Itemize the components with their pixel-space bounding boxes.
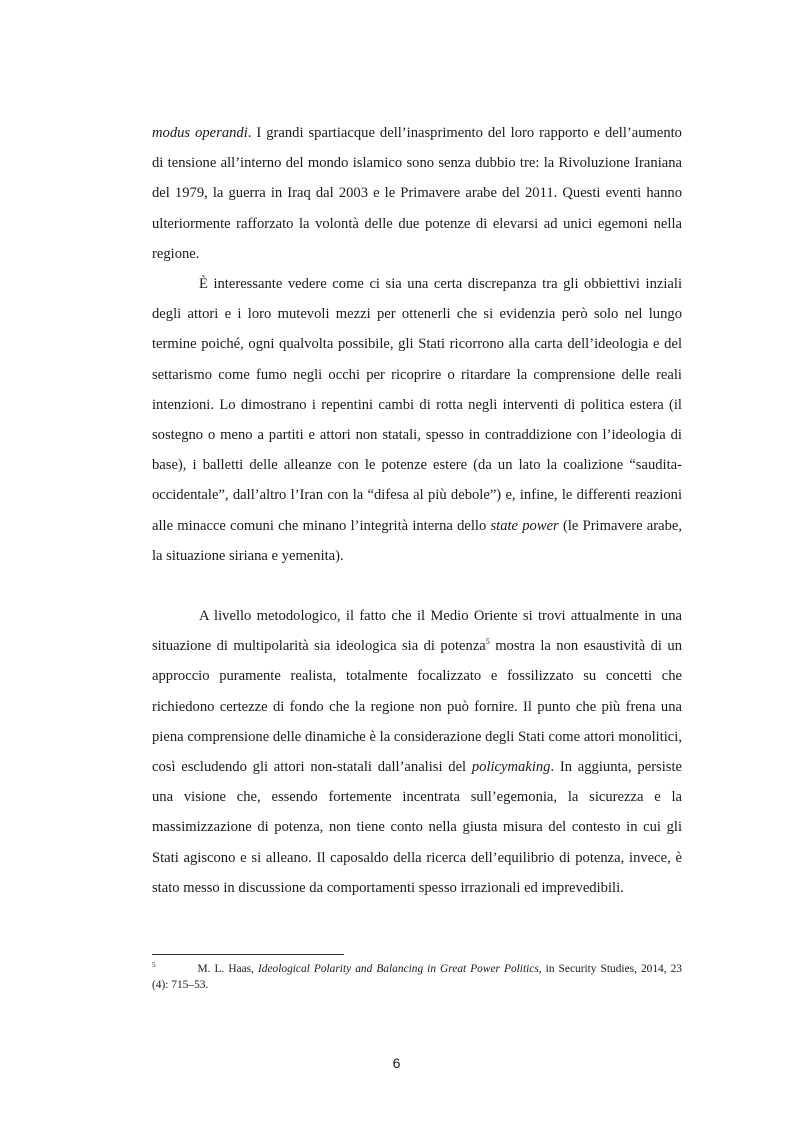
footnote [152, 961, 682, 993]
paragraph-3-text-mid: mostra la non esaustività di un approccio puramente realista, totalmente focalizzato e fossilizzato su concetti che richiedono certezze di fondo che la regione non può fornire. Il punto che più frena una piena comprensione delle dinamiche è la considerazione degli Stati come attori monolitici, così escludendo gli attori non-statali dall’analisi del [152, 638, 682, 776]
footnote-author: M. L. Haas, [197, 963, 258, 975]
footnote-title: Ideological Polarity and Balancing in Great Power Politics [257, 963, 539, 975]
body-text [152, 118, 682, 903]
emphasis-policymaking: policymaking [471, 759, 551, 776]
paragraph-2 [152, 269, 682, 571]
emphasis-modus-operandi: modus operandi [152, 125, 248, 141]
emphasis-state-power: state power [490, 517, 559, 534]
paragraph-3-text-end: . In aggiunta, persiste una visione che, essendo fortemente incentrata sull’egemonia, la sicurezza e la massimizzazione di potenza, non tiene conto nella giusta misura del contesto in cui gli Stati agiscono e si alleano. Il caposaldo della ricerca dell’equilibrio di potenza, invece, è stato messo in discussione da comportamenti spesso irrazionali ed imprevedibili. [152, 759, 683, 896]
paragraph-gap [152, 571, 682, 601]
page-number: 6 [392, 1055, 401, 1071]
paragraph-1 [152, 118, 682, 269]
footnote-reference[interactable]: 5 [485, 637, 490, 647]
paragraph-1-text: . I grandi spartiacque dell’inasprimento del loro rapporto e dell’aumento di tensione all’interno del mondo islamico sono senza dubbio tre: la Rivoluzione Iraniana del 1979, la guerra in Iraq dal 2003 e le Primavere arabe del 2011. Questi eventi hanno ulteriormente rafforzato la volontà delle due potenze di elevarsi ad unici egemoni nella regione. [152, 125, 682, 262]
paragraph-3-text: A livello metodologico, il fatto che il Medio Oriente si trovi attualmente in una situazione di multipolarità sia ideologica sia di potenza [152, 608, 682, 655]
footnote-separator [152, 954, 344, 955]
paragraph-3 [152, 601, 682, 903]
paragraph-2-text-end: (le Primavere arabe, la situazione siriana e yemenita). [152, 517, 683, 564]
paragraph-2-text: È interessante vedere come ci sia una certa discrepanza tra gli obbiettivi inziali degli attori e i loro mutevoli mezzi per ottenerli che si evidenzia però solo nel lungo termine poiché, ogni qualvolta possibile, gli Stati ricorrono alla carta dell’ideologia e del settarismo come fumo negli occhi per ricoprire o ritardare la comprensione delle reali intenzioni. Lo dimostrano i repentini cambi di rotta negli interventi di politica estera (il sostegno o meno a partiti e attori non statali, spesso in contraddizione con l’ideologia di base), i balletti delle alleanze con le potenze estere (da un lato la coalizione “saudita-occidentale”, dall’altro l’Iran con la “difesa al più debole”) e, infine, le differenti reazioni alle minacce comuni che minano l’integrità interna dello [152, 276, 682, 534]
footnote-number: 5 [152, 961, 156, 969]
footnote-rest: , in Security Studies, 2014, 23 (4): 715–53. [152, 963, 682, 991]
